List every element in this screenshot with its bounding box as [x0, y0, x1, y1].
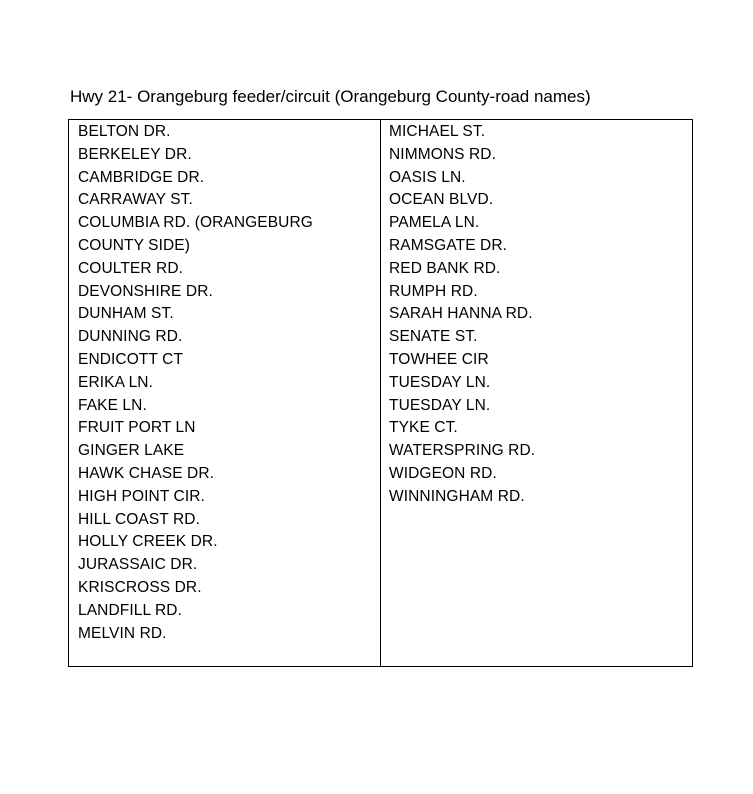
road-name: BERKELEY DR.: [78, 145, 192, 163]
road-name: COULTER RD.: [78, 259, 184, 277]
road-name: HILL COAST RD.: [78, 510, 200, 528]
page-title: Hwy 21- Orangeburg feeder/circuit (Orangeburg County-road names): [70, 87, 591, 106]
road-name: DUNNING RD.: [78, 328, 183, 346]
road-name: MELVIN RD.: [78, 624, 167, 642]
road-name-table: [68, 119, 693, 667]
road-name: FAKE LN.: [78, 396, 147, 414]
road-name: COLUMBIA RD. (ORANGEBURG COUNTY SIDE): [78, 214, 313, 254]
road-name: FRUIT PORT LN: [78, 419, 196, 437]
road-name: WINNINGHAM RD.: [389, 487, 525, 505]
road-name: JURASSAIC DR.: [78, 556, 198, 574]
road-name: SENATE ST.: [389, 328, 478, 346]
road-name: CAMBRIDGE DR.: [78, 168, 205, 186]
road-name: GINGER LAKE: [78, 442, 185, 460]
road-name: ENDICOTT CT: [78, 350, 184, 368]
road-name: SARAH HANNA RD.: [389, 305, 533, 323]
road-name: PAMELA LN.: [389, 214, 480, 232]
road-name: KRISCROSS DR.: [78, 578, 202, 596]
road-name: RAMSGATE DR.: [389, 236, 508, 254]
road-column-left: [69, 120, 381, 666]
road-name: NIMMONS RD.: [389, 145, 497, 163]
road-name: OASIS LN.: [389, 168, 466, 186]
road-column-right: [381, 120, 692, 666]
road-name: RUMPH RD.: [389, 282, 478, 300]
road-name: MICHAEL ST.: [389, 123, 486, 140]
road-name: DUNHAM ST.: [78, 305, 174, 323]
road-name: HOLLY CREEK DR.: [78, 533, 218, 551]
road-name: ERIKA LN.: [78, 373, 153, 391]
road-name: TUESDAY LN.: [389, 373, 491, 391]
road-name: WIDGEON RD.: [389, 464, 497, 482]
road-name: RED BANK RD.: [389, 259, 501, 277]
road-name: HAWK CHASE DR.: [78, 464, 215, 482]
road-name: OCEAN BLVD.: [389, 191, 494, 209]
road-name: LANDFILL RD.: [78, 601, 182, 619]
road-name: WATERSPRING RD.: [389, 442, 536, 460]
road-name: TUESDAY LN.: [389, 396, 491, 414]
road-name: HIGH POINT CIR.: [78, 487, 205, 505]
road-name: CARRAWAY ST.: [78, 191, 193, 209]
road-name: TYKE CT.: [389, 419, 458, 437]
road-name: TOWHEE CIR: [389, 350, 489, 368]
road-name: BELTON DR.: [78, 123, 171, 140]
road-name: DEVONSHIRE DR.: [78, 282, 213, 300]
